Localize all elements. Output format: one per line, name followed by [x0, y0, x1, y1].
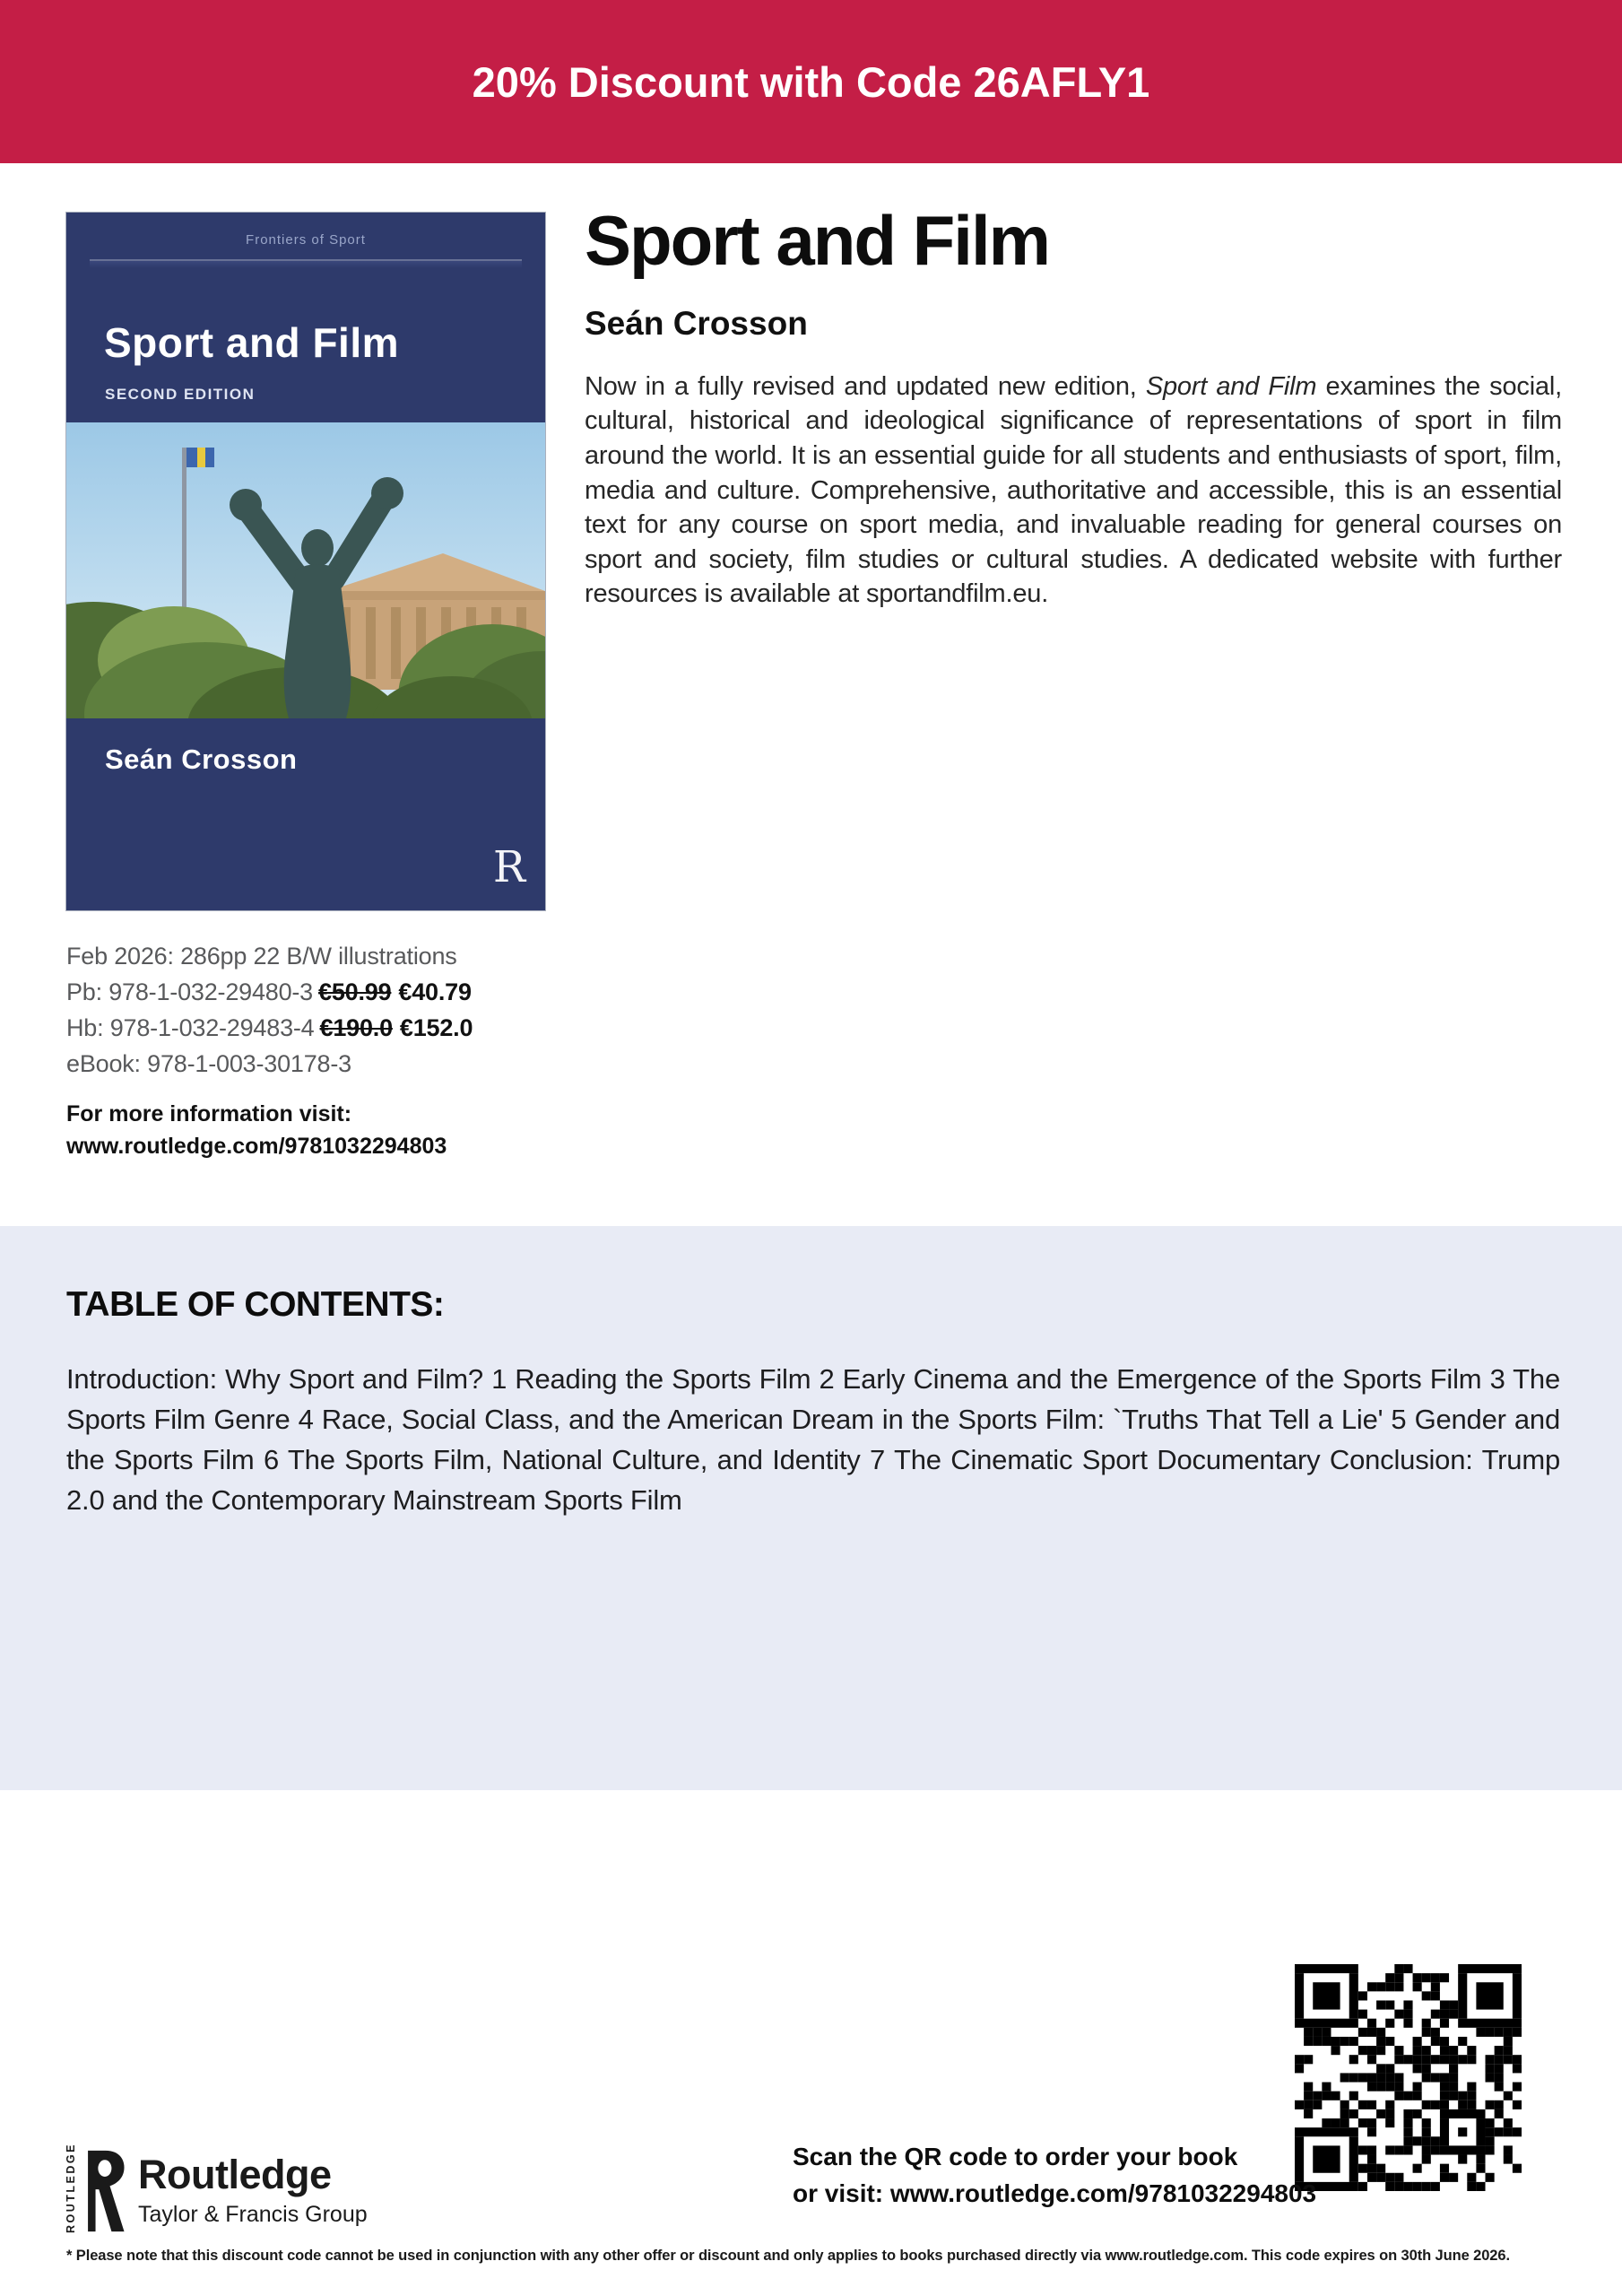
- book-cover: [66, 213, 545, 910]
- cover-series-title: Frontiers of Sport: [246, 232, 366, 248]
- routledge-name: Routledge: [138, 2152, 332, 2197]
- more-info-block: [66, 1098, 622, 1162]
- book-url-link[interactable]: www.routledge.com/9781032294803: [66, 1134, 447, 1159]
- discount-banner-text: 20% Discount with Code 26AFLY1: [472, 57, 1150, 106]
- publication-details: [66, 938, 622, 1162]
- routledge-r-icon: [81, 2149, 126, 2233]
- order-url-link[interactable]: or visit: www.routledge.com/9781032294803: [793, 2179, 1317, 2207]
- taylor-francis-subtitle: Taylor & Francis Group: [138, 2202, 368, 2227]
- table-of-contents-section: [0, 1226, 1622, 1790]
- cover-photo-rocky-statue: [66, 422, 545, 718]
- book-summary: [585, 201, 1562, 612]
- discount-banner: [0, 0, 1622, 163]
- qr-code: [1295, 1964, 1522, 2191]
- qr-code-icon: [1295, 1964, 1522, 2191]
- hardback-old-price: €190.0: [319, 1014, 393, 1041]
- cover-author: Seán Crosson: [105, 744, 298, 775]
- page-title: Sport and Film: [585, 201, 1049, 280]
- book-description: [585, 370, 1562, 612]
- routledge-mark-icon: R: [492, 842, 525, 892]
- pub-date-line: Feb 2026: 286pp 22 B/W illustrations: [66, 943, 457, 970]
- hardback-new-price: €152.0: [399, 1014, 473, 1041]
- toc-heading: TABLE OF CONTENTS:: [66, 1285, 445, 1324]
- description-text-continued: examines the social, cultural, historical and ideological significance of representations of sport in film around the world. It is an essential guide for all students and enthusiasts of sport, film, media and culture. Comprehensive, authoritative and accessible, this is an essential text for any course on sport media, and invaluable reading for general courses on sport and society, film studies or cultural studies. A dedicated website with further resources is available at sportandfilm.eu.: [585, 371, 1562, 609]
- routledge-logo: [65, 2143, 368, 2233]
- hardback-price-line: [66, 1010, 622, 1046]
- order-instructions: [793, 2138, 1316, 2212]
- book-author: Seán Crosson: [585, 304, 808, 342]
- hardback-isbn: Hb: 978-1-032-29483-4: [66, 1014, 315, 1041]
- scan-qr-line: Scan the QR code to order your book: [793, 2143, 1238, 2170]
- discount-disclaimer: * Please note that this discount code cannot be used in conjunction with any other offer or discount and only applies to books purchased directly via www.routledge.com. This code expires on 30th June 2026.: [66, 2248, 1510, 2264]
- cover-divider: [90, 259, 522, 268]
- toc-text: Introduction: Why Sport and Film? 1 Reading the Sports Film 2 Early Cinema and the Emergence of the Sports Film 3 The Sports Film Genre 4 Race, Social Class, and the American Dream in the Sports Film: `Truths That Tell a Lie' 5 Gender and the Sports Film 6 The Sports Film, National Culture, and Identity 7 The Cinematic Sport Documentary Conclusion: Trump 2.0 and the Contemporary Mainstream Sports Film: [66, 1363, 1560, 1516]
- routledge-vertical-text: ROUTLEDGE: [65, 2143, 77, 2233]
- routledge-wordmark: [138, 2149, 368, 2233]
- paperback-isbn: Pb: 978-1-032-29480-3: [66, 978, 314, 1005]
- cover-edition-label: SECOND EDITION: [105, 386, 256, 403]
- description-book-title-italic: Sport and Film: [1145, 371, 1317, 401]
- paperback-price-line: [66, 974, 622, 1010]
- description-text: Now in a fully revised and updated new edition,: [585, 371, 1146, 401]
- paperback-old-price: €50.99: [318, 978, 392, 1005]
- paperback-new-price: €40.79: [398, 978, 472, 1005]
- ebook-isbn-line: eBook: 978-1-003-30178-3: [66, 1050, 351, 1077]
- cover-title: Sport and Film: [104, 319, 399, 366]
- more-info-label: For more information visit:: [66, 1101, 352, 1126]
